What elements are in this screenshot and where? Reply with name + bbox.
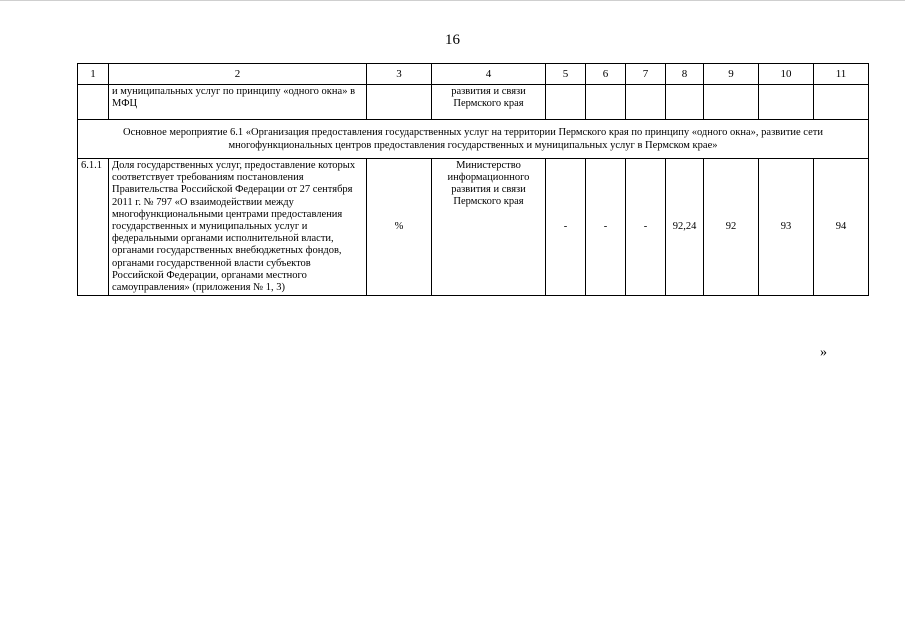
value-cell: 94 (814, 159, 869, 296)
value-cell: - (626, 159, 666, 296)
table-row-6-1-1 (78, 159, 869, 296)
table-header-row (78, 64, 869, 85)
table-row-main-event (78, 120, 869, 159)
header-cell: 9 (704, 64, 759, 85)
table-cell (814, 85, 869, 120)
header-cell: 8 (666, 64, 704, 85)
header-cell: 7 (626, 64, 666, 85)
table-cell (78, 85, 109, 120)
table-row-continuation (78, 85, 869, 120)
scan-top-edge (0, 0, 905, 4)
table-cell (759, 85, 814, 120)
indicators-table (77, 63, 869, 296)
table-cell (626, 85, 666, 120)
value-cell: 92 (704, 159, 759, 296)
table-cell (704, 85, 759, 120)
header-cell: 10 (759, 64, 814, 85)
unit-cell: % (367, 159, 432, 296)
table-cell (586, 85, 626, 120)
value-cell: - (546, 159, 586, 296)
table-cell (367, 85, 432, 120)
header-cell: 3 (367, 64, 432, 85)
table-cell (546, 85, 586, 120)
value-cell: 92,24 (666, 159, 704, 296)
header-cell: 4 (432, 64, 546, 85)
header-cell: 11 (814, 64, 869, 85)
value-cell: 93 (759, 159, 814, 296)
indicator-text-continued: и муниципальных услуг по принципу «одного окна» в МФЦ (109, 85, 367, 120)
indicator-text: Доля государственных услуг, предоставление которых соответствует требованиям постановления Правительства Российской Федерации от 27 сентября 2011 г. № 797 «О взаимодействии между многофункциональными центрами предоставления государственных и муниципальных услуг и федеральными органами исполнительной власти, органами государственных внебюджетных фондов, органами государственной власти субъектов Российской Федерации, органами местного самоуправления» (приложения № 1, 3) (109, 159, 367, 296)
header-cell: 6 (586, 64, 626, 85)
main-event-title: Основное мероприятие 6.1 «Организация предоставления государственных услуг на территории Пермского края по принципу «одного окна», развитие сети многофункциональных центров предоставления государственных и муниципальных услуг в Пермском крае» (78, 120, 869, 159)
closing-quote: » (820, 345, 827, 360)
header-cell: 5 (546, 64, 586, 85)
responsible-text-continued: развития и связи Пермского края (432, 85, 546, 120)
responsible-cell: Министерство информационного развития и связи Пермского края (432, 159, 546, 296)
header-cell: 2 (109, 64, 367, 85)
header-cell: 1 (78, 64, 109, 85)
table-cell (666, 85, 704, 120)
row-number: 6.1.1 (78, 159, 109, 296)
page-number: 16 (445, 32, 460, 48)
value-cell: - (586, 159, 626, 296)
